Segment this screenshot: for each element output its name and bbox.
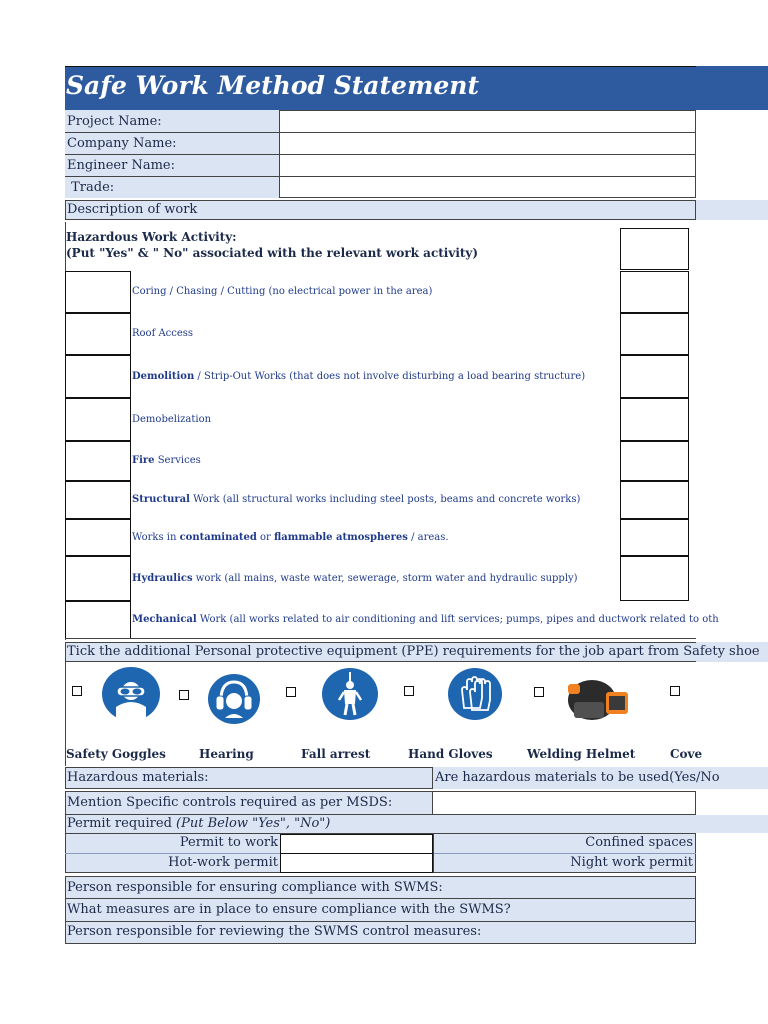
hot-work-permit-field[interactable] — [280, 853, 433, 873]
safety-goggles-icon — [102, 667, 160, 721]
activity-label: Hydraulics work (all mains, waste water, sewerage, storm water and hydraulic supply) — [132, 573, 578, 584]
ppe-label-safety-goggles: Safety Goggles — [66, 747, 166, 761]
activity-left-box[interactable] — [65, 398, 131, 441]
safety-goggles-checkbox[interactable] — [72, 686, 82, 696]
coverall-checkbox[interactable] — [670, 686, 680, 696]
hearing-checkbox[interactable] — [179, 690, 189, 700]
activity-left-box[interactable] — [65, 441, 131, 481]
ppe-label-hearing: Hearing — [199, 747, 254, 761]
activity-left-box[interactable] — [65, 313, 131, 355]
activity-left-box[interactable] — [65, 355, 131, 398]
company-name-label: Company Name: — [67, 136, 177, 151]
hazardous-materials-label: Hazardous materials: — [67, 770, 209, 785]
hazard-heading-1: Hazardous Work Activity: — [66, 230, 237, 244]
msds-label: Mention Specific controls required as per MSDS: — [67, 795, 393, 810]
page-title: Safe Work Method Statement — [66, 71, 480, 100]
ppe-label-hand-gloves: Hand Gloves — [408, 747, 493, 761]
permit-heading: Permit required (Put Below "Yes", "No") — [67, 816, 331, 831]
activity-label: Mechanical Work (all works related to air conditioning and lift services; pumps, pipes and ductwork related to oth — [132, 614, 719, 625]
confined-spaces-label: Confined spaces — [585, 835, 693, 850]
activity-label: Structural Work (all structural works including steel posts, beams and concrete works) — [132, 494, 581, 505]
hazard-heading-2: (Put "Yes" & " No" associated with the relevant work activity) — [66, 246, 479, 260]
activity-label: Coring / Chasing / Cutting (no electrical power in the area) — [132, 286, 433, 297]
trade-label: Trade: — [67, 180, 115, 195]
activity-left-box[interactable] — [65, 519, 131, 556]
engineer-name-field[interactable] — [281, 155, 695, 176]
compliance-measures-label: What measures are in place to ensure compliance with the SWMS? — [67, 902, 511, 917]
night-work-permit-label: Night work permit — [570, 855, 693, 870]
permit-to-work-field[interactable] — [280, 834, 433, 854]
activity-label: Demobelization — [132, 414, 212, 425]
permit-to-work-label: Permit to work — [179, 835, 278, 850]
hazardous-materials-question: Are hazardous materials to be used(Yes/No — [435, 770, 720, 785]
activity-left-box[interactable] — [65, 601, 131, 639]
fall-arrest-harness-icon — [322, 668, 378, 720]
welding-helmet-checkbox[interactable] — [534, 687, 544, 697]
company-name-field[interactable] — [281, 133, 695, 154]
welding-helmet-icon — [562, 676, 632, 726]
activity-left-box[interactable] — [65, 556, 131, 601]
compliance-responsible-label: Person responsible for ensuring compliance with SWMS: — [67, 880, 443, 895]
ppe-label-welding-helmet: Welding Helmet — [527, 747, 636, 761]
hot-work-permit-label: Hot-work permit — [168, 855, 278, 870]
project-name-label: Project Name: — [67, 114, 162, 129]
ppe-instruction: Tick the additional Personal protective equipment (PPE) requirements for the job apart from Safety shoe — [67, 644, 760, 659]
compliance-reviewer-label: Person responsible for reviewing the SWMS control measures: — [67, 924, 482, 939]
ear-protection-icon — [208, 674, 260, 724]
fall-arrest-checkbox[interactable] — [286, 687, 296, 697]
description-label: Description of work — [67, 202, 198, 217]
activity-left-box[interactable] — [65, 271, 131, 313]
activity-label: Fire Services — [132, 455, 201, 466]
hazard-answer-header-box[interactable] — [620, 228, 689, 270]
hand-gloves-checkbox[interactable] — [404, 686, 414, 696]
engineer-name-label: Engineer Name: — [67, 158, 175, 173]
project-name-field[interactable] — [281, 111, 695, 132]
activity-label: Demolition / Strip-Out Works (that does not involve disturbing a load bearing structure) — [132, 371, 586, 382]
hand-gloves-icon — [448, 668, 502, 720]
msds-controls-field[interactable] — [433, 791, 696, 815]
activity-label: Roof Access — [132, 328, 194, 339]
ppe-label-coverall: Cove — [670, 747, 703, 761]
activity-left-box[interactable] — [65, 481, 131, 519]
activity-label: Works in contaminated or flammable atmospheres / areas. — [132, 532, 449, 543]
ppe-label-fall-arrest: Fall arrest — [301, 747, 371, 761]
trade-field[interactable] — [281, 177, 695, 198]
